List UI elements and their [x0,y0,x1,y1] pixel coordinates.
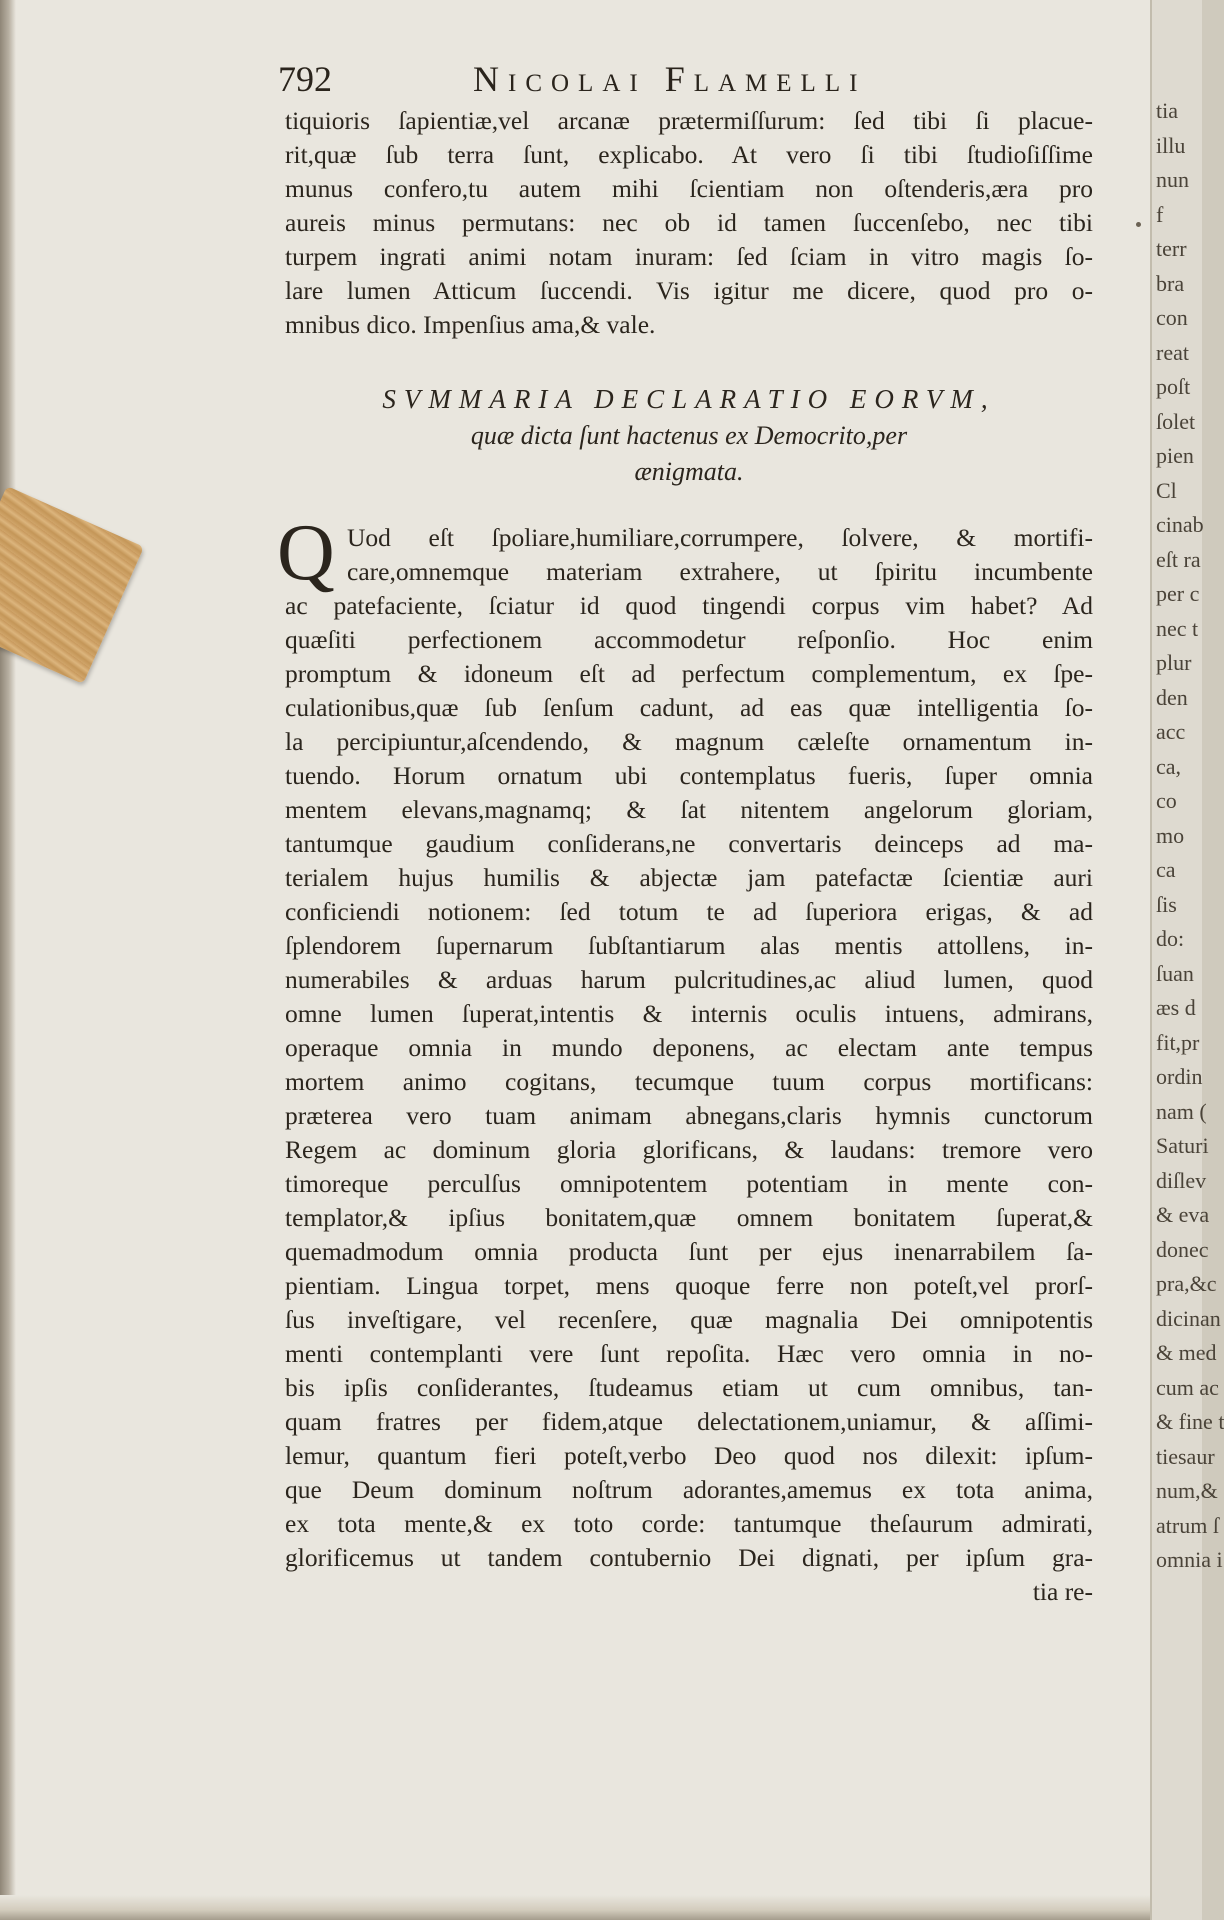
next-page-fragment: eſt ra [1156,546,1201,572]
next-page-fragment: acc [1156,719,1186,744]
next-page-fragment: cinab [1156,512,1204,537]
next-page-fragment: do: [1156,926,1185,951]
next-page-fragment: num,& [1156,1478,1218,1503]
intro-line: rit,quæ ſub terra ſunt, explicabo. At vero ſi tibi ſtudioſiſſime [285,140,1093,169]
next-page-fragment: con [1156,305,1188,330]
next-page-fragment: dicinan [1156,1305,1221,1331]
intro-line: tiquioris ſapientiæ,vel arcanæ prætermiſſurum: ſed tibi ſi placue- [285,106,1093,135]
body-line: operaque omnia in mundo deponens, ac electam ante tempus [285,1033,1093,1062]
next-page-fragment: cum ac [1156,1374,1219,1400]
page-bottom-edge [0,1895,1150,1920]
next-page-fragment: bra [1156,270,1185,296]
intro-line: munus confero,tu autem mihi ſcientiam non oſtenderis,æra pro [285,174,1093,203]
body-line: quemadmodum omnia producta ſunt per ejus inenarrabilem ſa- [285,1237,1093,1266]
body-line: numerabiles & arduas harum pulcritudines,ac aliud lumen, quod [285,965,1093,994]
body-line: culationibus,quæ ſub ſenſum cadunt, ad eas quæ intelligentia ſo- [285,693,1093,722]
body-line: conficiendi notionem: ſed totum te ad ſuperiora erigas, & ad [285,897,1093,926]
body-line: pientiam. Lingua torpet, mens quoque ferre non poteſt,vel prorſ- [285,1271,1093,1300]
body-line: bis ipſis conſiderantes, ſtudeamus etiam ut cum omnibus, tan- [285,1373,1093,1402]
next-page-fragment: nec t [1156,615,1199,641]
next-page-fragment: tiesaur [1156,1443,1215,1469]
next-page-fragment: ſis [1156,891,1177,917]
next-page-fragment: diſlev [1156,1167,1207,1193]
next-page-fragment: atrum ſ [1156,1512,1219,1538]
body-line: promptum & idoneum eſt ad perfectum complementum, ex ſpe- [285,659,1093,688]
ink-spot [1136,222,1141,227]
next-page-fragment: terr [1156,236,1187,261]
heading-subtitle-end: ænigmata. [634,457,744,486]
next-page-fragment: ca [1156,857,1176,882]
intro-paragraph [285,104,1093,342]
drop-capital: Q [277,509,335,597]
intro-line: turpem ingrati animi notam inuram: ſed ſciam in vitro magis ſo- [285,242,1093,271]
body-line: ex tota mente,& ex toto corde: tantumque theſaurum admirati, [285,1509,1093,1538]
body-line: timoreque perculſus omnipotentem potentiam in mente con- [285,1169,1093,1198]
heading-subtitle: quæ dicta ſunt hactenus ex Democrito,per [470,421,908,450]
body-line: quam fratres per fidem,atque delectationem,uniamur, & aſſimi- [285,1407,1093,1436]
next-page-fragment: illu [1156,132,1186,158]
body-line: Regem ac dominum gloria glorificans, & laudans: tremore vero [285,1135,1093,1164]
next-page-fragment: ſuan [1156,960,1194,986]
next-page-fragment: & eva [1156,1202,1210,1227]
next-page-fragment: donec [1156,1236,1209,1262]
next-page-fragment: reat [1156,339,1189,365]
next-page-fragment: co [1156,788,1177,813]
next-page-fragment: ordin [1156,1064,1203,1089]
body-line: terialem hujus humilis & abjectæ jam patefactæ ſcientiæ auri [285,863,1093,892]
body-line: templator,& ipſius bonitatem,quæ omnem bonitatem ſuperat,& [285,1203,1093,1232]
next-page-fragment: per c [1156,581,1200,606]
dropcap-lines [277,509,1093,597]
intro-line: lare lumen Atticum ſuccendi. Vis igitur me dicere, quod pro o- [285,276,1093,305]
body-line: omne lumen ſuperat,intentis & internis oculis intuens, admirans, [285,999,1093,1028]
body-line: tantumque gaudium conſiderans,ne convertaris deinceps ad ma- [285,829,1093,858]
body-line: la percipiuntur,aſcendendo, & magnum cæleſte ornamentum in- [285,727,1093,756]
section-heading [285,380,1093,490]
next-page-fragment: Saturi [1156,1133,1209,1158]
next-page-fragment: fit,pr [1156,1029,1200,1055]
next-page-fragment: pien [1156,443,1194,468]
body-line: mentem elevans,magnamq; & ſat nitentem angelorum gloriam, [285,795,1093,824]
body-line: menti contemplanti vere ſunt repoſita. Hæc vero omnia in no- [285,1339,1093,1368]
intro-line: mnibus dico. Impenſius ama,& vale. [285,310,656,339]
body-line: glorificemus ut tandem contubernio Dei dignati, per ipſum gra- [285,1543,1093,1572]
next-page-fragment: nun [1156,167,1189,192]
body-line: que Deum dominum noſtrum adorantes,amemus ex tota anima, [285,1475,1093,1504]
body-line: mortem animo cogitans, tecumque tuum corpus mortificans: [285,1067,1093,1096]
body-line: præterea vero tuam animam abnegans,claris hymnis cunctorum [285,1101,1093,1130]
next-page-fragment: den [1156,684,1188,710]
next-page-fragment: nam ( [1156,1098,1207,1124]
body-line: quæſiti perfectionem accommodetur reſponſio. Hoc enim [285,625,1093,654]
body-line: lemur, quantum fieri poteſt,verbo Deo quod nos dilexit: ipſum- [285,1441,1093,1470]
next-page-fragment: æs d [1156,995,1196,1020]
body-line: care,omnemque materiam extrahere, ut ſpiritu incumbente [347,557,1093,586]
next-page-fragment: & fine t [1156,1409,1224,1434]
next-page-fragment: f [1156,201,1164,227]
next-page-fragment: poſt [1156,374,1191,399]
main-paragraph [277,509,1093,1609]
page-number: 792 [278,59,332,99]
next-page-fragment: mo [1156,822,1185,848]
next-page-fragment: Cl [1156,477,1177,503]
body-line: ac patefaciente, ſciatur id quod tingendi corpus vim habet? Ad [285,591,1093,620]
next-page-fragment: plur [1156,650,1192,675]
next-page-fragment: & med [1156,1340,1217,1365]
body-line: ſplendorem ſupernarum ſubſtantiarum alas mentis attollens, in- [285,931,1093,960]
body-line: Uod eſt ſpoliare,humiliare,corrumpere, ſolvere, & mortifi- [347,523,1093,552]
next-page-edge [1150,0,1224,1920]
heading-title: SVMMARIA DECLARATIO EORVM, [382,384,996,414]
running-head: Nicolai Flamelli [473,59,867,99]
next-page-fragment: ca, [1156,753,1182,779]
catchword: tia re- [1032,1577,1093,1606]
next-page-fragment: ſolet [1156,408,1196,434]
next-page-fragment: tia [1156,98,1178,123]
body-line: tuendo. Horum ornatum ubi contemplatus fueris, ſuper omnia [285,761,1093,790]
next-page-fragment: pra,&c [1156,1271,1217,1296]
page-header [278,60,1098,104]
next-page-fragment: omnia i [1156,1547,1223,1572]
body-line: ſus inveſtigare, vel recenſere, quæ magnalia Dei omnipotentis [285,1305,1093,1334]
intro-line: aureis minus permutans: nec ob id tamen ſuccenſebo, nec tibi [285,208,1093,237]
binding-gutter [0,0,16,1920]
